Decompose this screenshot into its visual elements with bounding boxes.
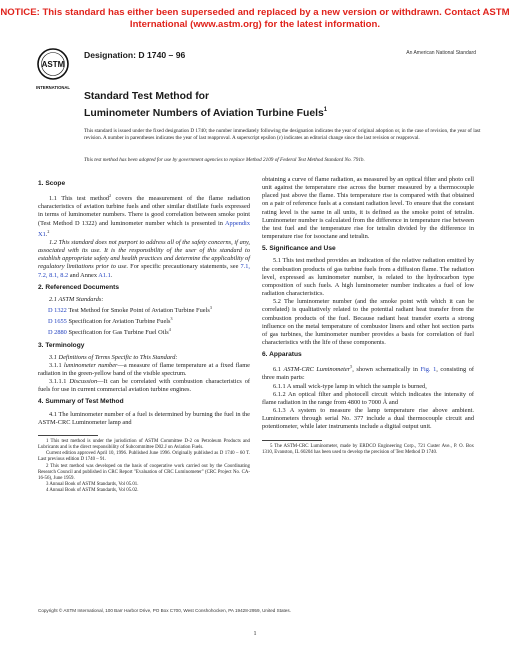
- paragraph-4-1: 4.1 The luminometer number of a fuel is determined by burning the fuel in the ASTM-CRC Luminometer lamp and: [38, 410, 250, 426]
- designation: Designation: D 1740 – 96: [84, 50, 186, 60]
- section-2-heading: 2. Referenced Documents: [38, 283, 119, 291]
- precaution-section-links[interactable]: 7.1, 7.2, 8.1, 8.2: [38, 263, 251, 279]
- left-footnotes: [38, 439, 250, 494]
- government-adoption-note: This test method has been adopted for use by government agencies to replace Method 2109 of Federal Test Method Standard No. 791b.: [84, 157, 365, 163]
- appendix-x1-link[interactable]: Appendix X1: [38, 219, 250, 238]
- paragraph-6-1-3: 6.1.3 A system to measure the lamp temperature rise above ambient. Luminometers through serial No. 377 include a dual thermocouple circuit and potentiometer, while later instruments include a digital output unit.: [262, 407, 474, 431]
- footnote-2: 2 This test method was developed on the basis of cooperative work carried out by the Coordinating Research Council and published in CRC Report "Evaluation of CRC Luminometer" (CRC Project No. CA-16-56), June 1959.: [38, 463, 250, 481]
- page-number: 1: [253, 631, 257, 637]
- american-national-standard-label: An American National Standard: [406, 50, 476, 56]
- notice-line-2: International (www.astm.org) for the latest information.: [129, 18, 381, 30]
- fig-1-link[interactable]: Fig. 1: [420, 366, 437, 374]
- section-1-heading: 1. Scope: [38, 180, 66, 187]
- svg-text:INTERNATIONAL: INTERNATIONAL: [36, 85, 70, 90]
- reference-d2880: D 2880 Specification for Gas Turbine Fuel Oils$^4$: [48, 327, 171, 337]
- right-column: [262, 176, 474, 456]
- left-column: [38, 176, 250, 494]
- footnote-4: 4 Annual Book of ASTM Standards, Vol 05.02.: [46, 488, 139, 494]
- paragraph-6-1: 6.1 ASTM-CRC Luminometer$^5$, shown schematically in Fig. 1, consisting of three main parts:: [262, 364, 475, 382]
- paragraph-3-1-1: 3.1.1 luminometer number—a measure of flame temperature at a fixed flame radiation in the green-yellow band of the visible spectrum.: [38, 361, 250, 377]
- footnote-3: 3 Annual Book of ASTM Standards, Vol 05.01.: [46, 482, 139, 487]
- paragraph-5-2: 5.2 The luminometer number (and the smoke point with which it can be correlated) is qualitatively related to the potential radiant heat transfer from the combustion products of the fuel. Because radiant heat transfer exerts a strong influence on the metal temperature of combustor liners and other hot section parts of gas turbines, the luminometer number provides a basis for correlation of fuel characteristics with the life of these components.: [262, 298, 474, 346]
- d1655-link[interactable]: D 1655: [48, 318, 67, 326]
- section-6-heading: 6. Apparatus: [262, 351, 302, 359]
- paragraph-3-1-1-1: 3.1.1.1 Discussion—It can be correlated with combustion characteristics of fuels for use in current commercial aviation turbine engines.: [38, 378, 250, 394]
- paragraph-3-1: 3.1 Definitions of Terms Specific to This Standard:: [49, 353, 178, 361]
- footnote-rule-right: [262, 440, 322, 441]
- d1322-link[interactable]: D 1322: [48, 307, 67, 315]
- title-line-1: Standard Test Method for: [84, 91, 210, 102]
- footnote-5: 5 The ASTM-CRC Luminometer, made by ERDCO Engineering Corp., 721 Custer Ave., P. O. Box 1310, Evanston, IL 60204 has been used to develop the precision of Test Method D 1740.: [262, 443, 474, 455]
- paragraph-1-1: 1.1 This test method$^2$ covers the measurement of the flame radiation characteristics of aviation turbine fuels and other similar distillate fuels expressed in terms of luminometer numbers. There is good correlation between smoke point (Test Method D 1322) and luminometer number which is presented in Appendix X1.$^2$: [38, 193, 250, 238]
- document-title: [84, 91, 327, 120]
- reference-d1322: D 1322 Test Method for Smoke Point of Aviation Turbine Fuels$^3$: [48, 305, 212, 315]
- footnote-1-edition: Current edition approved April 10, 1996. Published June 1996. Originally published as D 1740 – 60 T. Last previous edition D 1740 – 91.: [38, 451, 250, 463]
- right-footnotes: [262, 444, 474, 456]
- notice-line-1: NOTICE: This standard has either been superseded and replaced by a new version or withdrawn. Contact ASTM: [0, 7, 510, 18]
- reference-d1655: D 1655 Specification for Aviation Turbine Fuels$^3$: [48, 316, 173, 326]
- title-footnote-mark: 1: [323, 106, 328, 113]
- footnote-rule: [38, 435, 98, 436]
- paragraph-1-2: 1.2 This standard does not purport to address all of the safety concerns, if any, associated with its use. It is the responsibility of the user of this standard to establish appropriate safety and health practices and determine the applicability of regulatory limitations prior to use. For specific precautionary statements, see 7.1, 7.2, 8.1, 8.2 and Annex A1.1.: [38, 238, 251, 279]
- copyright-footer: Copyright © ASTM International, 100 Barr Harbor Drive, PO Box C700, West Conshohocken, PA 19428-2959, United States.: [38, 608, 291, 613]
- section-3-heading: 3. Terminology: [38, 341, 85, 349]
- section-5-heading: 5. Significance and Use: [262, 245, 336, 253]
- annex-a1-1-link[interactable]: A1.1: [98, 271, 111, 279]
- astm-logo: [36, 44, 70, 96]
- paragraph-2-1: 2.1 ASTM Standards:: [49, 295, 104, 303]
- paragraph-5-1: 5.1 This test method provides an indication of the relative radiation emitted by the combustion products of gas turbine fuels from a diffusion flame. The radiation level, expressed as luminometer number, is related to the hydrocarbon type composition of such fuels. A high luminometer number indicates a fuel of low radiation characteristics.: [262, 257, 474, 298]
- paragraph-4-1-continued: obtaining a curve of flame radiation, as measured by an optical filter and photo cell unit against the temperature rise across the burner measured by a thermocouple placed just above the flame. This temperature rise is compared with that obtained on a pair of reference fuels at a constant radiation level. To ensure that the constant rating level is the same in all units, it is defined as the smoke point of tetralin. Luminometer number is calculated from the difference in temperature rise between the test fuel and the temperature rise for tetralin divided by the difference in temperature rise for isooctane and tetralin.: [262, 176, 474, 241]
- withdrawal-notice: [0, 7, 510, 30]
- footnote-1: 1 This test method is under the jurisdiction of ASTM Committee D-2 on Petroleum Products and Lubricants and is the direct responsibility of Subcommittee D02.J on Aviation Fuels.: [38, 438, 250, 451]
- svg-text:ASTM: ASTM: [41, 60, 65, 69]
- title-line-2: Luminometer Numbers of Aviation Turbine Fuels$^1$: [84, 106, 328, 119]
- d2880-link[interactable]: D 2880: [48, 329, 67, 337]
- designation-explanation: This standard is issued under the fixed designation D 1740; the number immediately following the designation indicates the year of original adoption or, in the case of revision, the year of last revision. A number in parentheses indicates the year of last reapproval. A superscript epsilon (ε) indicates an editorial change since the last revision or reapproval.: [84, 128, 481, 141]
- paragraph-6-1-2: 6.1.2 An optical filter and photocell circuit which indicates the intensity of flame radiation in the range from 4800 to 7000 Å and: [262, 390, 474, 406]
- section-4-heading: 4. Summary of Test Method: [38, 398, 124, 406]
- paragraph-6-1-1: 6.1.1 A small wick-type lamp in which the sample is burned,: [273, 382, 427, 390]
